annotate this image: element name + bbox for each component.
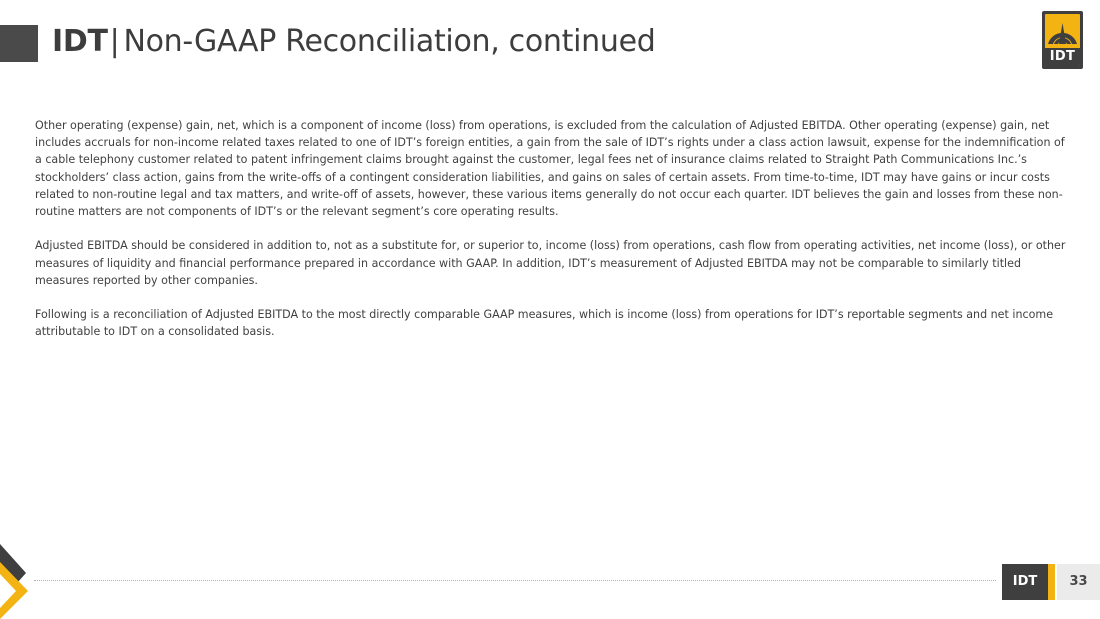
paragraph-adjusted-ebitda: Adjusted EBITDA should be considered in addition to, not as a substitute for, or superior to, income (loss) from operations, cash flow from operating activities, net income (loss), or other measures of liquidity and financial performance prepared in accordance with GAAP. In addition, IDT’s measurement of Adjusted EBITDA may not be comparable to similarly titled measures reported by other companies. <box>35 239 1066 287</box>
idt-logo <box>1042 11 1083 69</box>
title-accent-bar <box>0 25 38 62</box>
paragraph-other-operating: Other operating (expense) gain, net, which is a component of income (loss) from operations, is excluded from the calculation of Adjusted EBITDA. Other operating (expense) gain, net includes accruals for non-income related taxes related to one of IDT’s foreign entities, a gain from the sale of IDT’s rights under a class action lawsuit, expense for the indemnification of a cable telephony customer related to patent infringement claims brought against the customer, legal fees net of insurance claims related to Straight Path Communications Inc.’s stockholders’ class action, gains from the write-offs of a contingent consideration liabilities, and gains on sales of certain assets. From time-to-time, IDT may have gains or incur costs related to non-routine legal and tax matters, and write-off of assets, however, these various items generally do not occur each quarter. IDT believes the gain and losses from these non-routine matters are not components of IDT’s or the relevant segment’s core operating results. <box>35 119 1065 219</box>
footer-brand-badge: IDT <box>1002 564 1048 600</box>
title-separator: | <box>109 24 120 59</box>
idt-logo-icon <box>1045 14 1080 66</box>
paragraph-reconciliation: Following is a reconciliation of Adjusted EBITDA to the most directly comparable GAAP measures, which is income (loss) from operations for IDT’s reportable segments and net income attributable to IDT on a consolidated basis. <box>35 308 1054 339</box>
footer-accent-bar <box>1048 564 1055 600</box>
title-brand: IDT <box>52 24 108 59</box>
body-text <box>35 117 1070 358</box>
logo-text: IDT <box>1049 49 1076 64</box>
page-number: 33 <box>1057 564 1100 600</box>
footer-divider <box>34 580 996 581</box>
title-subtitle: Non-GAAP Reconciliation, continued <box>123 24 656 59</box>
page-title <box>52 22 655 62</box>
